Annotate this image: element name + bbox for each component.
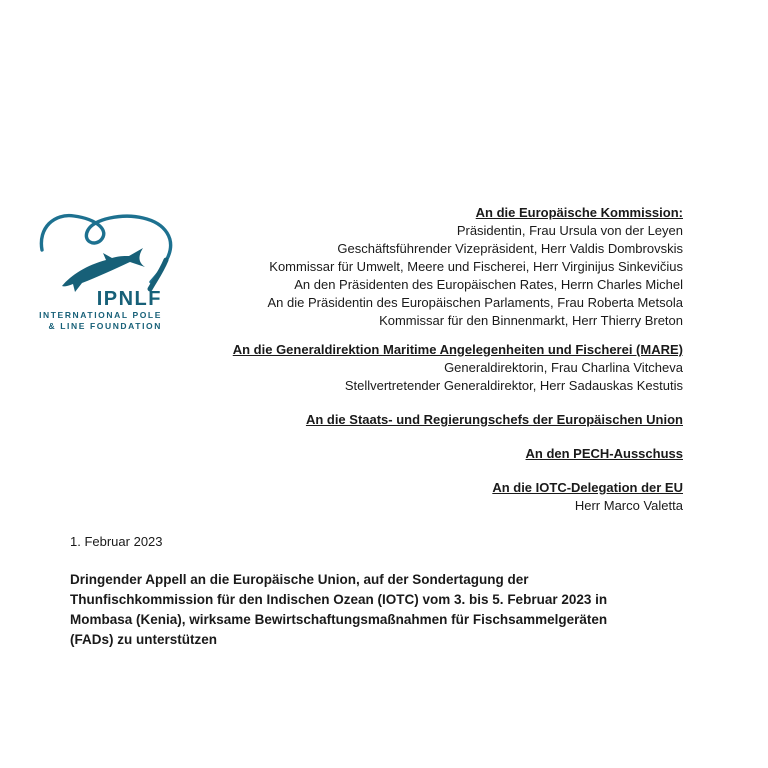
- subject-heading: [70, 570, 690, 650]
- recipient-heading: An den PECH-Ausschuss: [525, 446, 683, 461]
- recipient-group-mare: [43, 341, 683, 395]
- recipient-line: Herr Marco Valetta: [574, 498, 683, 513]
- recipients-block: [43, 204, 683, 531]
- logo-name-line2: & LINE FOUNDATION: [48, 321, 162, 331]
- logo-name-line1: INTERNATIONAL POLE: [39, 310, 162, 320]
- recipient-group-commission: [43, 204, 683, 330]
- recipient-heading: An die IOTC-Delegation der EU: [492, 480, 683, 495]
- subject-line: Dringender Appell an die Europäische Union, auf der Sondertagung der: [70, 572, 529, 587]
- subject-line: Thunfischkommission für den Indischen Ozean (IOTC) vom 3. bis 5. Februar 2023 in: [70, 592, 608, 607]
- recipient-group-pech: [43, 445, 683, 463]
- subject-line: Mombasa (Kenia), wirksame Bewirtschaftungsmaßnahmen für Fischsammelgeräten: [70, 612, 608, 627]
- recipient-heading: An die Staats- und Regierungschefs der Europäischen Union: [305, 412, 683, 427]
- recipient-line: An den Präsidenten des Europäischen Rates, Herrn Charles Michel: [294, 277, 683, 292]
- recipient-line: Geschäftsführender Vizepräsident, Herr Valdis Dombrovskis: [337, 241, 683, 256]
- subject-line: (FADs) zu unterstützen: [70, 632, 217, 647]
- letter-date: 1. Februar 2023: [70, 534, 163, 549]
- recipient-line: Stellvertretender Generaldirektor, Herr Sadauskas Kestutis: [344, 378, 683, 393]
- recipient-line: Präsidentin, Frau Ursula von der Leyen: [456, 223, 683, 238]
- recipient-group-heads-of-state: [43, 411, 683, 429]
- recipient-line: Generaldirektorin, Frau Charlina Vitcheva: [444, 360, 683, 375]
- recipient-line: An die Präsidentin des Europäischen Parlaments, Frau Roberta Metsola: [267, 295, 683, 310]
- recipient-line: Kommissar für den Binnenmarkt, Herr Thierry Breton: [379, 313, 683, 328]
- recipient-line: Kommissar für Umwelt, Meere und Fischerei, Herr Virginijus Sinkevičius: [269, 259, 683, 274]
- recipient-heading: An die Europäische Kommission:: [475, 205, 683, 220]
- logo-acronym: IPNLF: [96, 288, 162, 310]
- recipient-group-iotc-delegation: [43, 479, 683, 515]
- recipient-heading: An die Generaldirektion Maritime Angelegenheiten und Fischerei (MARE): [232, 342, 683, 357]
